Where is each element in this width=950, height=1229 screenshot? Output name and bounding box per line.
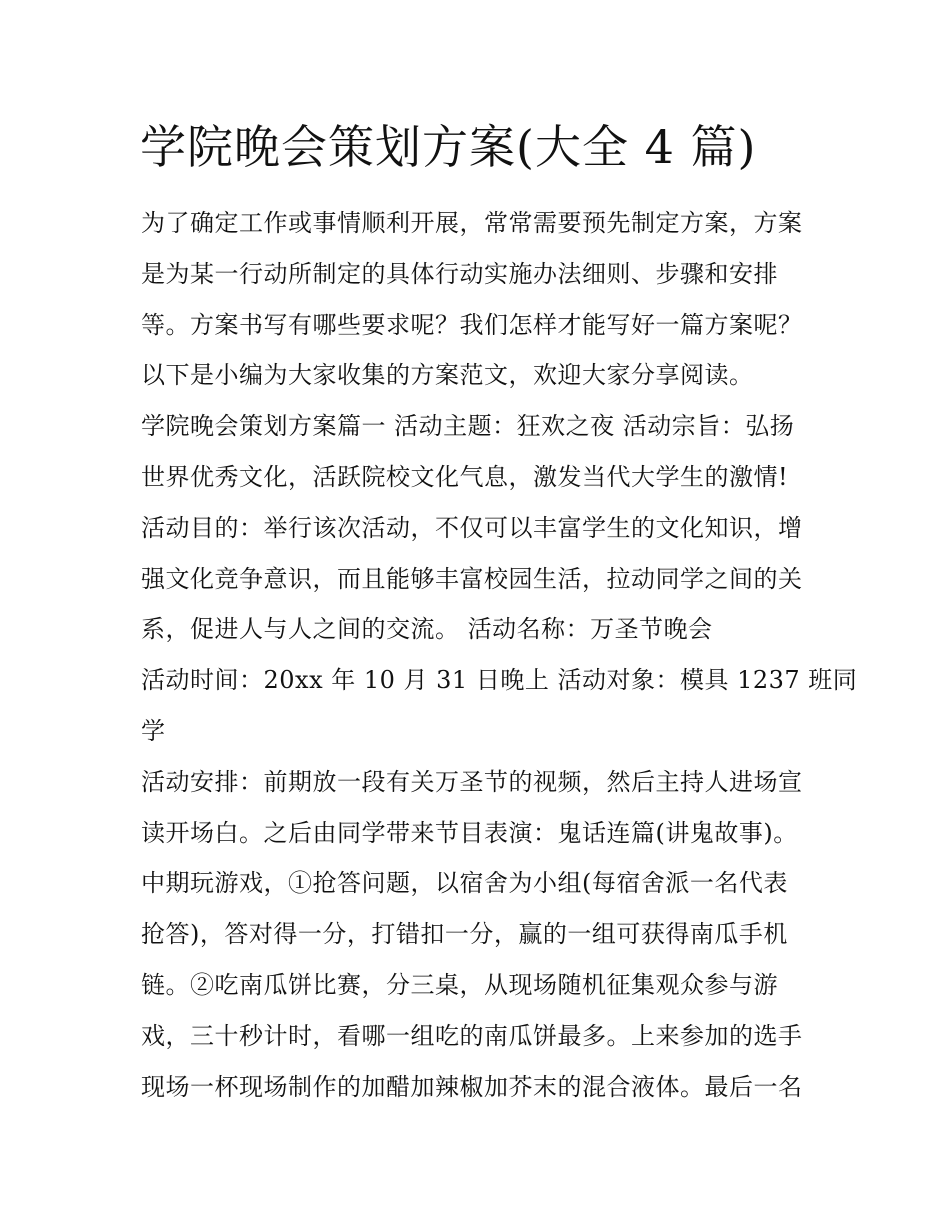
- body-line: 活动安排：前期放一段有关万圣节的视频，然后主持人进场宣: [141, 767, 803, 796]
- document-body: [141, 198, 858, 1112]
- body-line: 为了确定工作或事情顺利开展，常常需要预先制定方案，方案: [141, 209, 803, 237]
- body-line: 以下是小编为大家收集的方案范文，欢迎大家分享阅读。: [141, 361, 754, 390]
- body-line: 抢答)，答对得一分，打错扣一分，赢的一组可获得南瓜手机: [141, 920, 788, 949]
- body-line: 系，促进人与人之间的交流。 活动名称：万圣节晚会: [141, 615, 713, 644]
- body-line: 链。②吃南瓜饼比赛，分三桌，从现场随机征集观众参与游: [141, 970, 778, 999]
- body-line: 学院晚会策划方案篇一 活动主题：狂欢之夜 活动宗旨：弘扬: [141, 412, 795, 441]
- body-line: 世界优秀文化，活跃院校文化气息，激发当代大学生的激情!: [141, 462, 789, 491]
- document-title: 学院晚会策划方案(大全 4 篇): [140, 120, 757, 174]
- body-line: 活动目的：举行该次活动，不仅可以丰富学生的文化知识，增: [141, 513, 803, 542]
- body-line: 是为某一行动所制定的具体行动实施办法细则、步骤和安排: [141, 259, 778, 288]
- body-line: 强文化竞争意识，而且能够丰富校园生活，拉动同学之间的关: [141, 564, 803, 593]
- body-line: 活动时间：20xx 年 10 月 31 日晚上 活动对象：模具 1237 班同: [141, 666, 858, 695]
- body-line: 学: [141, 716, 166, 745]
- body-line: 戏，三十秒计时，看哪一组吃的南瓜饼最多。上来参加的选手: [141, 1021, 803, 1050]
- body-line: 读开场白。之后由同学带来节目表演：鬼话连篇(讲鬼故事)。: [141, 818, 798, 847]
- body-line: 中期玩游戏，①抢答问题，以宿舍为小组(每宿舍派一名代表: [141, 869, 788, 898]
- body-line: 现场一杯现场制作的加醋加辣椒加芥末的混合液体。最后一名: [141, 1072, 803, 1101]
- body-line: 等。方案书写有哪些要求呢？我们怎样才能写好一篇方案呢？: [141, 310, 803, 339]
